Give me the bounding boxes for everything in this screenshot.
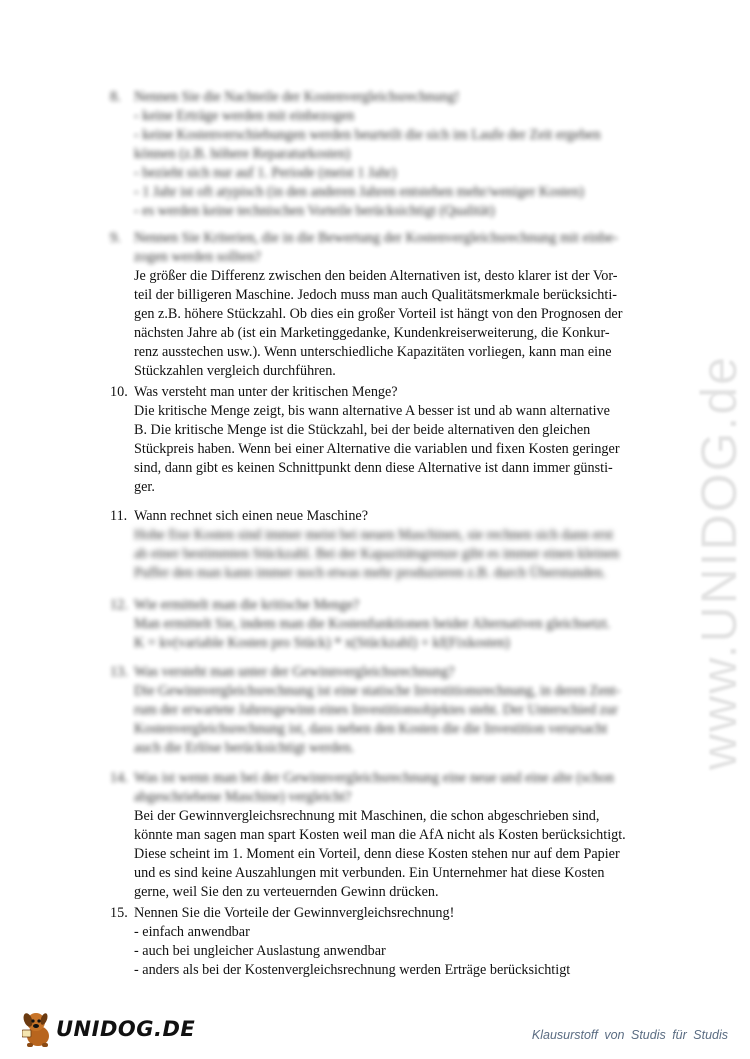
answer-line: B. Die kritische Menge ist die Stückzahl, bei der beide alternativen den gleichen	[134, 422, 591, 438]
question-15	[110, 904, 670, 980]
question-title: Was versteht man unter der kritischen Menge?	[134, 384, 398, 400]
answer-line: und es sind keine Auszahlungen mit verbunden. Ein Unternehmer hat diese Kosten	[134, 865, 605, 881]
list-item: - keine Erträge werden mit einbezogen	[134, 108, 355, 124]
list-item: - auch bei ungleicher Auslastung anwendbar	[134, 943, 386, 959]
question-12	[110, 596, 670, 653]
list-item: - anders als bei der Kostenvergleichsrechnung werden Erträge berücksichtigt	[134, 962, 571, 978]
question-title: zogen werden sollten?	[134, 249, 261, 265]
question-number: 12.	[110, 597, 128, 613]
question-number: 11.	[110, 508, 128, 524]
question-title: Was ist wenn man bei der Gewinnvergleichsrechnung eine neue und eine alte (schon	[134, 770, 615, 786]
answer-line: nächsten Jahre ab (ist ein Marketinggedanke, Kundenkreiserweiterung, die Konkur-	[134, 325, 610, 341]
list-item: - keine Kostenverschiebungen werden beurteilt die sich im Laufe der Zeit ergeben	[134, 127, 601, 143]
list-item: - bezieht sich nur auf 1. Periode (meist 1 Jahr)	[134, 165, 397, 181]
answer-line: gerne, weil Sie den zu verteuernden Gewinn drücken.	[134, 884, 439, 900]
question-title: Wie ermittelt man die kritische Menge?	[134, 597, 360, 613]
answer-line: Stückpreis haben. Wenn bei einer Alternative die variablen und fixen Kosten geringer	[134, 441, 620, 457]
question-title: Wann rechnet sich einen neue Maschine?	[134, 508, 369, 524]
answer-line: könnte man sagen man spart Kosten weil man die AfA nicht als Kosten berücksichtigt.	[134, 827, 626, 843]
answer-line: Puffer den man kann immer noch etwas mehr produzieren z.B. durch Überstunden.	[134, 565, 606, 581]
answer-line: Diese scheint im 1. Moment ein Vorteil, denn diese Kosten stehen nur auf dem Papier	[134, 846, 620, 862]
answer-line: gen z.B. höhere Stückzahl. Ob dies ein großer Vorteil ist hängt von den Prognosen der	[134, 306, 623, 322]
answer-line: renz ausstechen usw.). Wenn unterschiedliche Kapazitäten vorliegen, kann man eine	[134, 344, 612, 360]
question-title: Nennen Sie die Vorteile der Gewinnvergleichsrechnung!	[134, 905, 455, 921]
question-number: 15.	[110, 905, 128, 921]
question-number: 8.	[110, 89, 121, 105]
answer-line: Hohe fixe Kosten sind immer meist bei neuen Maschinen, sie rechnen sich dann erst	[134, 527, 614, 543]
question-14	[110, 769, 670, 902]
question-11	[110, 507, 670, 583]
answer-line: Bei der Gewinnvergleichsrechnung mit Maschinen, die schon abgeschrieben sind,	[134, 808, 600, 824]
question-title: Was versteht man unter der Gewinnvergleichsrechnung?	[134, 664, 455, 680]
answer-line: K = kv(variable Kosten pro Stück) * x(Stückzahl) + kf(Fixkosten)	[134, 635, 510, 651]
question-title: Nennen Sie Kriterien, die in die Bewertung der Kostenvergleichsrechnung mit einbe-	[134, 230, 618, 246]
answer-line: Kostenvergleichsrechnung ist, dass neben den Kosten die die Investition verursacht	[134, 721, 608, 737]
list-item: - 1 Jahr ist oft atypisch (in den anderen Jahren entstehen mehr/weniger Kosten)	[134, 184, 584, 200]
answer-line: Man ermittelt Sie, indem man die Kostenfunktionen beider Alternativen gleichsetzt.	[134, 616, 611, 632]
question-title: Nennen Sie die Nachteile der Kostenvergleichsrechnung!	[134, 89, 460, 105]
question-title: abgeschriebene Maschine) vergleicht?	[134, 789, 352, 805]
question-9	[110, 229, 670, 381]
question-13	[110, 663, 670, 758]
question-number: 13.	[110, 664, 128, 680]
answer-line: Die Gewinnvergleichsrechnung ist eine statische Investitionsrechnung, in deren Zent-	[134, 683, 621, 699]
watermark: www.UNIDOG.de	[691, 355, 747, 770]
answer-line: Stückzahlen vergleich durchführen.	[134, 363, 336, 379]
footer-slogan: Klausurstoff von Studis für Studis	[531, 1028, 728, 1042]
question-10	[110, 383, 670, 497]
dog-icon	[22, 1010, 54, 1048]
list-item: - einfach anwendbar	[134, 924, 250, 940]
answer-line: teil der billigeren Maschine. Jedoch muss man auch Qualitätsmerkmale berücksichti-	[134, 287, 618, 303]
answer-line: sind, dann gibt es keinen Schnittpunkt denn diese Alternative ist dann immer günsti-	[134, 460, 613, 476]
question-8	[110, 88, 670, 221]
logo-text: UNIDOG.DE	[56, 1017, 196, 1041]
question-number: 9.	[110, 230, 121, 246]
list-item: können (z.B. höhere Reparaturkosten)	[134, 146, 351, 162]
list-item: - es werden keine technischen Vorteile berücksichtigt (Qualität)	[134, 203, 495, 219]
question-number: 14.	[110, 770, 128, 786]
unidog-logo[interactable]	[22, 1010, 195, 1048]
answer-line: Je größer die Differenz zwischen den beiden Alternativen ist, desto klarer ist der Vor-	[134, 268, 618, 284]
question-number: 10.	[110, 384, 128, 400]
answer-line: Die kritische Menge zeigt, bis wann alternative A besser ist und ab wann alternative	[134, 403, 610, 419]
answer-line: ger.	[134, 479, 155, 495]
answer-line: rum der erwartete Jahresgewinn eines Investitionsobjektes steht. Der Unterschied zur	[134, 702, 618, 718]
answer-line: ab einer bestimmten Stückzahl. Bei der Kapazitätsgrenze gibt es immer einen kleinen	[134, 546, 620, 562]
answer-line: auch die Erlöse berücksichtigt werden.	[134, 740, 355, 756]
